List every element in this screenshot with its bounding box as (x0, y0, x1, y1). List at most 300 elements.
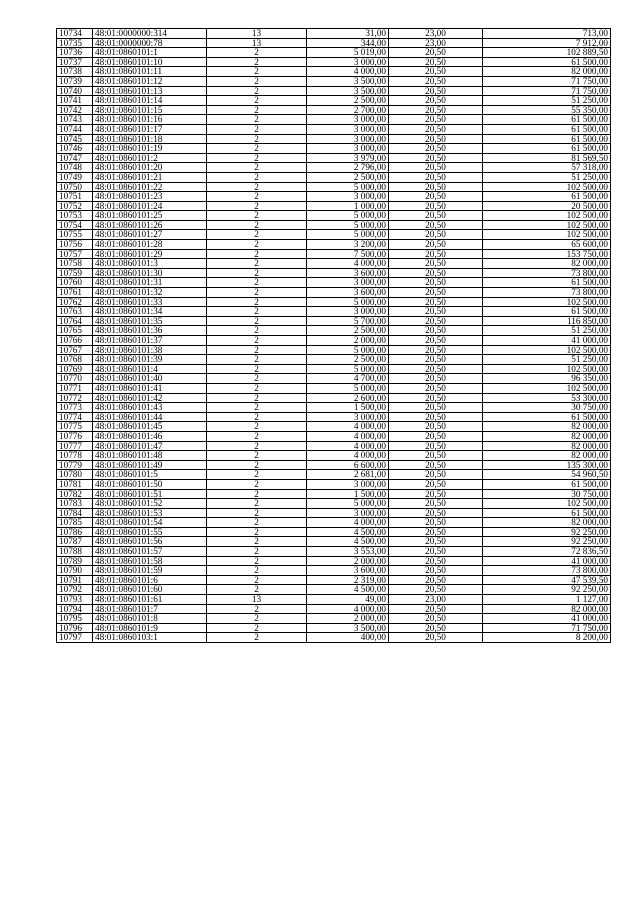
row-number-cell: 10737 (57, 57, 93, 67)
cadastral-number-cell: 48:01:0860101:51 (93, 489, 207, 499)
area-cell: 7 500,00 (307, 249, 389, 259)
rate-cell: 20,50 (389, 172, 483, 182)
rate-cell: 20,50 (389, 144, 483, 154)
area-cell: 5 000,00 (307, 297, 389, 307)
category-code-cell: 2 (207, 86, 307, 96)
cadastral-value-cell: 55 350,00 (483, 105, 611, 115)
cadastral-number-cell: 48:01:0860101:55 (93, 527, 207, 537)
cadastral-number-cell: 48:01:0860101:4 (93, 364, 207, 374)
cadastral-number-cell: 48:01:0860101:34 (93, 307, 207, 317)
row-number-cell: 10745 (57, 134, 93, 144)
table-row (57, 326, 611, 336)
rate-cell: 20,50 (389, 326, 483, 336)
cadastral-number-cell: 48:01:0860101:17 (93, 124, 207, 134)
table-row (57, 57, 611, 67)
table-row (57, 527, 611, 537)
rate-cell: 20,50 (389, 518, 483, 528)
area-cell: 31,00 (307, 29, 389, 39)
row-number-cell: 10748 (57, 163, 93, 173)
area-cell: 3 000,00 (307, 115, 389, 125)
cadastral-value-cell: 102 500,00 (483, 345, 611, 355)
category-code-cell: 2 (207, 144, 307, 154)
rate-cell: 20,50 (389, 460, 483, 470)
cadastral-number-cell: 48:01:0860101:36 (93, 326, 207, 336)
row-number-cell: 10797 (57, 633, 93, 643)
rate-cell: 20,50 (389, 633, 483, 643)
area-cell: 2 000,00 (307, 336, 389, 346)
cadastral-number-cell: 48:01:0860101:14 (93, 96, 207, 106)
area-cell: 3 500,00 (307, 623, 389, 633)
category-code-cell: 2 (207, 431, 307, 441)
table-row (57, 230, 611, 240)
table-row (57, 268, 611, 278)
area-cell: 6 600,00 (307, 460, 389, 470)
category-code-cell: 2 (207, 412, 307, 422)
row-number-cell: 10761 (57, 288, 93, 298)
cadastral-value-cell: 61 500,00 (483, 278, 611, 288)
cadastral-number-cell: 48:01:0860101:8 (93, 614, 207, 624)
cadastral-value-cell: 61 500,00 (483, 134, 611, 144)
area-cell: 3 000,00 (307, 479, 389, 489)
rate-cell: 20,50 (389, 249, 483, 259)
category-code-cell: 2 (207, 220, 307, 230)
cadastral-value-cell: 102 500,00 (483, 211, 611, 221)
cadastral-number-cell: 48:01:0860101:27 (93, 230, 207, 240)
cadastral-number-cell: 48:01:0860101:53 (93, 508, 207, 518)
category-code-cell: 2 (207, 422, 307, 432)
category-code-cell: 2 (207, 230, 307, 240)
rate-cell: 20,50 (389, 547, 483, 557)
category-code-cell: 2 (207, 518, 307, 528)
area-cell: 3 000,00 (307, 124, 389, 134)
rate-cell: 20,50 (389, 537, 483, 547)
cadastral-value-cell: 61 500,00 (483, 479, 611, 489)
area-cell: 4 700,00 (307, 374, 389, 384)
category-code-cell: 2 (207, 326, 307, 336)
category-code-cell: 13 (207, 29, 307, 39)
cadastral-number-cell: 48:01:0860101:12 (93, 76, 207, 86)
cadastral-number-cell: 48:01:0860101:38 (93, 345, 207, 355)
category-code-cell: 2 (207, 489, 307, 499)
cadastral-value-cell: 82 000,00 (483, 441, 611, 451)
rate-cell: 20,50 (389, 288, 483, 298)
table-row (57, 249, 611, 259)
category-code-cell: 2 (207, 623, 307, 633)
row-number-cell: 10734 (57, 29, 93, 39)
row-number-cell: 10786 (57, 527, 93, 537)
category-code-cell: 2 (207, 297, 307, 307)
cadastral-number-cell: 48:01:0000000:78 (93, 38, 207, 48)
table-row (57, 364, 611, 374)
area-cell: 344,00 (307, 38, 389, 48)
category-code-cell: 2 (207, 633, 307, 643)
row-number-cell: 10776 (57, 431, 93, 441)
category-code-cell: 2 (207, 460, 307, 470)
row-number-cell: 10770 (57, 374, 93, 384)
row-number-cell: 10765 (57, 326, 93, 336)
category-code-cell: 2 (207, 441, 307, 451)
area-cell: 2 500,00 (307, 326, 389, 336)
area-cell: 4 000,00 (307, 441, 389, 451)
cadastral-value-cell: 51 250,00 (483, 172, 611, 182)
area-cell: 5 019,00 (307, 48, 389, 58)
table-row (57, 460, 611, 470)
cadastral-value-cell: 96 350,00 (483, 374, 611, 384)
row-number-cell: 10756 (57, 240, 93, 250)
table-row (57, 48, 611, 58)
table-row (57, 489, 611, 499)
table-row (57, 556, 611, 566)
category-code-cell: 2 (207, 451, 307, 461)
row-number-cell: 10783 (57, 499, 93, 509)
rate-cell: 20,50 (389, 124, 483, 134)
cadastral-value-cell: 92 250,00 (483, 585, 611, 595)
cadastral-value-cell: 102 500,00 (483, 364, 611, 374)
cadastral-number-cell: 48:01:0860101:47 (93, 441, 207, 451)
row-number-cell: 10775 (57, 422, 93, 432)
cadastral-value-cell: 51 250,00 (483, 326, 611, 336)
cadastral-number-cell: 48:01:0860101:5 (93, 470, 207, 480)
table-row (57, 307, 611, 317)
cadastral-number-cell: 48:01:0860101:20 (93, 163, 207, 173)
rate-cell: 20,50 (389, 355, 483, 365)
table-row (57, 316, 611, 326)
area-cell: 3 979,00 (307, 153, 389, 163)
table-row (57, 336, 611, 346)
area-cell: 4 500,00 (307, 527, 389, 537)
rate-cell: 20,50 (389, 489, 483, 499)
cadastral-number-cell: 48:01:0860101:30 (93, 268, 207, 278)
rate-cell: 20,50 (389, 431, 483, 441)
cadastral-value-cell: 30 750,00 (483, 403, 611, 413)
table-row (57, 479, 611, 489)
cadastral-value-cell: 65 600,00 (483, 240, 611, 250)
category-code-cell: 2 (207, 470, 307, 480)
cadastral-value-cell: 92 250,00 (483, 537, 611, 547)
area-cell: 4 000,00 (307, 259, 389, 269)
cadastral-value-cell: 47 539,50 (483, 575, 611, 585)
cadastral-value-cell: 82 000,00 (483, 451, 611, 461)
rate-cell: 20,50 (389, 575, 483, 585)
category-code-cell: 2 (207, 268, 307, 278)
cadastral-value-cell: 92 250,00 (483, 527, 611, 537)
category-code-cell: 2 (207, 201, 307, 211)
rate-cell: 20,50 (389, 451, 483, 461)
rate-cell: 20,50 (389, 585, 483, 595)
category-code-cell: 2 (207, 67, 307, 77)
rate-cell: 20,50 (389, 556, 483, 566)
rate-cell: 20,50 (389, 259, 483, 269)
rate-cell: 23,00 (389, 595, 483, 605)
cadastral-number-cell: 48:01:0860101:49 (93, 460, 207, 470)
cadastral-value-cell: 41 000,00 (483, 336, 611, 346)
table-row (57, 259, 611, 269)
rate-cell: 20,50 (389, 527, 483, 537)
cadastral-value-cell: 30 750,00 (483, 489, 611, 499)
cadastral-value-cell: 61 500,00 (483, 124, 611, 134)
row-number-cell: 10769 (57, 364, 93, 374)
cadastral-value-cell: 73 800,00 (483, 288, 611, 298)
rate-cell: 20,50 (389, 336, 483, 346)
area-cell: 2 000,00 (307, 556, 389, 566)
category-code-cell: 2 (207, 527, 307, 537)
rate-cell: 20,50 (389, 374, 483, 384)
cadastral-value-cell: 102 500,00 (483, 383, 611, 393)
area-cell: 2 796,00 (307, 163, 389, 173)
table-row (57, 374, 611, 384)
cadastral-value-cell: 116 850,00 (483, 316, 611, 326)
rate-cell: 20,50 (389, 240, 483, 250)
category-code-cell: 2 (207, 163, 307, 173)
area-cell: 3 000,00 (307, 307, 389, 317)
table-row (57, 595, 611, 605)
cadastral-value-cell: 102 500,00 (483, 499, 611, 509)
table-row (57, 345, 611, 355)
cadastral-number-cell: 48:01:0860101:28 (93, 240, 207, 250)
area-cell: 5 000,00 (307, 182, 389, 192)
row-number-cell: 10739 (57, 76, 93, 86)
area-cell: 5 000,00 (307, 345, 389, 355)
table-row (57, 201, 611, 211)
cadastral-value-cell: 71 750,00 (483, 86, 611, 96)
area-cell: 4 500,00 (307, 585, 389, 595)
rate-cell: 20,50 (389, 604, 483, 614)
row-number-cell: 10791 (57, 575, 93, 585)
rate-cell: 20,50 (389, 182, 483, 192)
table-row (57, 134, 611, 144)
cadastral-number-cell: 48:01:0860101:56 (93, 537, 207, 547)
rate-cell: 20,50 (389, 614, 483, 624)
row-number-cell: 10735 (57, 38, 93, 48)
table-row (57, 163, 611, 173)
table-row (57, 220, 611, 230)
table-row (57, 585, 611, 595)
cadastral-number-cell: 48:01:0860101:23 (93, 192, 207, 202)
area-cell: 4 000,00 (307, 431, 389, 441)
area-cell: 4 000,00 (307, 604, 389, 614)
row-number-cell: 10757 (57, 249, 93, 259)
area-cell: 3 000,00 (307, 412, 389, 422)
area-cell: 3 200,00 (307, 240, 389, 250)
area-cell: 3 500,00 (307, 86, 389, 96)
row-number-cell: 10763 (57, 307, 93, 317)
area-cell: 5 000,00 (307, 220, 389, 230)
area-cell: 3 000,00 (307, 57, 389, 67)
cadastral-value-cell: 71 750,00 (483, 623, 611, 633)
row-number-cell: 10784 (57, 508, 93, 518)
table-body (57, 29, 611, 643)
table-row (57, 297, 611, 307)
table-row (57, 393, 611, 403)
rate-cell: 20,50 (389, 623, 483, 633)
area-cell: 3 600,00 (307, 566, 389, 576)
area-cell: 5 000,00 (307, 364, 389, 374)
cadastral-number-cell: 48:01:0860101:24 (93, 201, 207, 211)
table-row (57, 451, 611, 461)
area-cell: 5 000,00 (307, 499, 389, 509)
cadastral-number-cell: 48:01:0860101:2 (93, 153, 207, 163)
table-row (57, 172, 611, 182)
cadastral-number-cell: 48:01:0860101:45 (93, 422, 207, 432)
table-row (57, 211, 611, 221)
cadastral-value-cell: 713,00 (483, 29, 611, 39)
row-number-cell: 10742 (57, 105, 93, 115)
category-code-cell: 2 (207, 76, 307, 86)
area-cell: 3 000,00 (307, 508, 389, 518)
rate-cell: 20,50 (389, 268, 483, 278)
cadastral-value-cell: 102 500,00 (483, 182, 611, 192)
row-number-cell: 10759 (57, 268, 93, 278)
rate-cell: 20,50 (389, 479, 483, 489)
rate-cell: 20,50 (389, 192, 483, 202)
area-cell: 2 500,00 (307, 172, 389, 182)
area-cell: 400,00 (307, 633, 389, 643)
cadastral-number-cell: 48:01:0860101:50 (93, 479, 207, 489)
category-code-cell: 2 (207, 479, 307, 489)
cadastral-value-cell: 82 000,00 (483, 259, 611, 269)
area-cell: 2 500,00 (307, 96, 389, 106)
table-row (57, 604, 611, 614)
cadastral-value-cell: 20 500,00 (483, 201, 611, 211)
row-number-cell: 10760 (57, 278, 93, 288)
cadastral-value-cell: 82 000,00 (483, 422, 611, 432)
rate-cell: 20,50 (389, 307, 483, 317)
row-number-cell: 10772 (57, 393, 93, 403)
category-code-cell: 2 (207, 556, 307, 566)
area-cell: 4 500,00 (307, 537, 389, 547)
area-cell: 2 000,00 (307, 614, 389, 624)
table-row (57, 240, 611, 250)
category-code-cell: 2 (207, 172, 307, 182)
cadastral-value-cell: 53 300,00 (483, 393, 611, 403)
table-row (57, 431, 611, 441)
row-number-cell: 10792 (57, 585, 93, 595)
cadastral-value-cell: 61 500,00 (483, 307, 611, 317)
cadastral-number-cell: 48:01:0860101:41 (93, 383, 207, 393)
cadastral-number-cell: 48:01:0860101:58 (93, 556, 207, 566)
rate-cell: 20,50 (389, 86, 483, 96)
cadastral-value-cell: 51 250,00 (483, 355, 611, 365)
cadastral-value-cell: 61 500,00 (483, 144, 611, 154)
area-cell: 1 500,00 (307, 403, 389, 413)
area-cell: 1 000,00 (307, 201, 389, 211)
table-row (57, 499, 611, 509)
category-code-cell: 2 (207, 307, 307, 317)
table-row (57, 76, 611, 86)
cadastral-number-cell: 48:01:0860101:31 (93, 278, 207, 288)
cadastral-value-cell: 57 318,00 (483, 163, 611, 173)
cadastral-value-cell: 41 000,00 (483, 614, 611, 624)
rate-cell: 20,50 (389, 412, 483, 422)
cadastral-value-cell: 82 000,00 (483, 518, 611, 528)
rate-cell: 20,50 (389, 67, 483, 77)
cadastral-value-cell: 73 800,00 (483, 268, 611, 278)
cadastral-value-cell: 153 750,00 (483, 249, 611, 259)
rate-cell: 20,50 (389, 211, 483, 221)
cadastral-value-cell: 41 000,00 (483, 556, 611, 566)
row-number-cell: 10789 (57, 556, 93, 566)
category-code-cell: 2 (207, 211, 307, 221)
cadastral-number-cell: 48:01:0860101:3 (93, 259, 207, 269)
cadastral-value-cell: 71 750,00 (483, 76, 611, 86)
cadastral-number-cell: 48:01:0860101:59 (93, 566, 207, 576)
row-number-cell: 10773 (57, 403, 93, 413)
category-code-cell: 2 (207, 182, 307, 192)
area-cell: 3 600,00 (307, 268, 389, 278)
cadastral-number-cell: 48:01:0860101:44 (93, 412, 207, 422)
cadastral-number-cell: 48:01:0860101:9 (93, 623, 207, 633)
cadastral-value-cell: 61 500,00 (483, 412, 611, 422)
cadastral-number-cell: 48:01:0860101:26 (93, 220, 207, 230)
row-number-cell: 10771 (57, 383, 93, 393)
category-code-cell: 2 (207, 105, 307, 115)
row-number-cell: 10782 (57, 489, 93, 499)
cadastral-value-cell: 82 000,00 (483, 67, 611, 77)
row-number-cell: 10794 (57, 604, 93, 614)
rate-cell: 20,50 (389, 96, 483, 106)
table-row (57, 566, 611, 576)
area-cell: 3 000,00 (307, 134, 389, 144)
rate-cell: 20,50 (389, 57, 483, 67)
table-row (57, 633, 611, 643)
cadastral-value-cell: 72 836,50 (483, 547, 611, 557)
row-number-cell: 10746 (57, 144, 93, 154)
row-number-cell: 10777 (57, 441, 93, 451)
table-row (57, 96, 611, 106)
row-number-cell: 10762 (57, 297, 93, 307)
category-code-cell: 13 (207, 595, 307, 605)
category-code-cell: 2 (207, 364, 307, 374)
rate-cell: 20,50 (389, 364, 483, 374)
table-row (57, 105, 611, 115)
table-row (57, 115, 611, 125)
cadastral-value-cell: 51 250,00 (483, 96, 611, 106)
cadastral-value-cell: 102 500,00 (483, 230, 611, 240)
rate-cell: 23,00 (389, 29, 483, 39)
area-cell: 3 600,00 (307, 288, 389, 298)
cadastral-number-cell: 48:01:0860101:1 (93, 48, 207, 58)
rate-cell: 20,50 (389, 153, 483, 163)
category-code-cell: 2 (207, 355, 307, 365)
category-code-cell: 2 (207, 96, 307, 106)
row-number-cell: 10796 (57, 623, 93, 633)
cadastral-value-cell: 61 500,00 (483, 508, 611, 518)
area-cell: 2 600,00 (307, 393, 389, 403)
category-code-cell: 2 (207, 499, 307, 509)
cadastral-number-cell: 48:01:0860101:61 (93, 595, 207, 605)
rate-cell: 20,50 (389, 441, 483, 451)
table-row (57, 441, 611, 451)
cadastral-number-cell: 48:01:0860101:29 (93, 249, 207, 259)
row-number-cell: 10779 (57, 460, 93, 470)
cadastral-number-cell: 48:01:0860101:33 (93, 297, 207, 307)
cadastral-number-cell: 48:01:0860101:11 (93, 67, 207, 77)
rate-cell: 20,50 (389, 134, 483, 144)
cadastral-number-cell: 48:01:0860101:46 (93, 431, 207, 441)
cadastral-value-table (56, 28, 611, 643)
category-code-cell: 2 (207, 316, 307, 326)
row-number-cell: 10785 (57, 518, 93, 528)
cadastral-value-cell: 81 569,50 (483, 153, 611, 163)
area-cell: 4 000,00 (307, 422, 389, 432)
table-row (57, 29, 611, 39)
row-number-cell: 10766 (57, 336, 93, 346)
cadastral-number-cell: 48:01:0860101:43 (93, 403, 207, 413)
rate-cell: 20,50 (389, 403, 483, 413)
cadastral-number-cell: 48:01:0860101:32 (93, 288, 207, 298)
row-number-cell: 10741 (57, 96, 93, 106)
category-code-cell: 2 (207, 566, 307, 576)
